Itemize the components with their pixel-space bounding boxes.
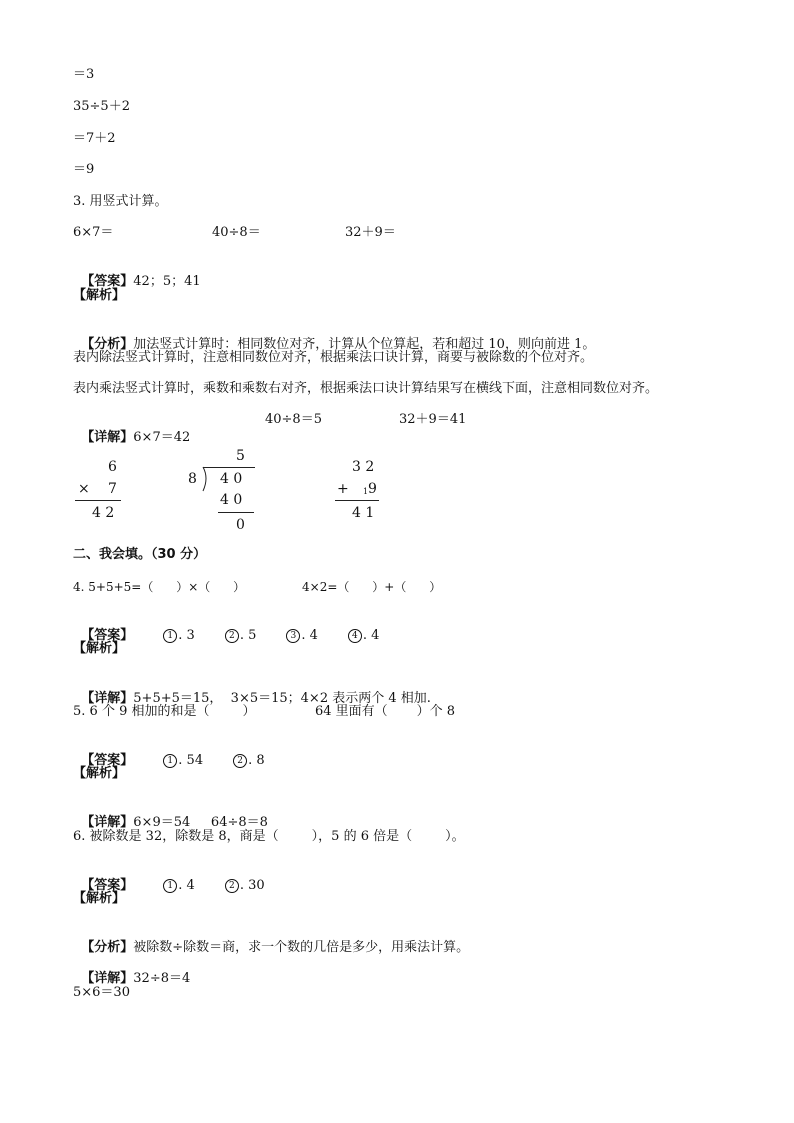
fenxi-text: 被除数÷除数＝商，求一个数的几倍是多少，用乘法计算。 — [133, 940, 470, 955]
detail-text: 6×7＝42 — [133, 430, 191, 445]
question-4-problem-1: 4. 5+5+5=（ ）×（ ） — [73, 580, 246, 594]
vertical-rule — [335, 500, 379, 501]
vertical-dividend: 4 0 — [220, 471, 243, 487]
circled-number: 1 — [163, 879, 177, 893]
circled-number: 4 — [348, 629, 362, 643]
calc-line: ＝7＋2 — [73, 131, 116, 146]
detail-tag: 【详解】 — [81, 430, 134, 445]
detail-text: 5×6＝30 — [73, 985, 130, 1000]
vertical-carry: 1 — [363, 487, 369, 496]
answer-item: 4 . 4 — [348, 628, 380, 643]
question-4-problem-2: 4×2=（ ）+（ ） — [302, 580, 442, 594]
question-6-problem: 6. 被除数是 32，除数是 8，商是（ ），5 的 6 倍是（ ）。 — [73, 829, 465, 844]
answer-item: 3 . 4 — [286, 628, 318, 643]
vertical-digit: 9 — [368, 481, 377, 497]
analysis-tag: 【解析】 — [73, 766, 126, 781]
detail-row — [73, 796, 268, 832]
vertical-result: 4 1 — [352, 505, 375, 521]
vertical-digit: 7 — [108, 481, 117, 497]
answer-tag: 【答案】 — [81, 628, 134, 643]
vertical-result: 4 2 — [92, 505, 115, 521]
circled-number: 2 — [233, 754, 247, 768]
vertical-subtrahend: 4 0 — [220, 492, 243, 508]
detail-text: 32÷8＝4 — [133, 971, 191, 986]
question-3-problem-3: 32＋9＝ — [345, 225, 396, 240]
calc-line: 35÷5＋2 — [73, 99, 130, 114]
calc-line: ＝3 — [73, 67, 95, 82]
vertical-digit: 6 — [108, 459, 117, 475]
answer-item: 1 . 3 — [163, 628, 195, 643]
detail-text: 6×9＝54 64÷8＝8 — [133, 815, 268, 830]
vertical-rule — [218, 512, 254, 513]
answer-item: 2 . 30 — [225, 878, 265, 893]
answer-tag: 【答案】 — [81, 274, 134, 289]
analysis-tag: 【解析】 — [73, 288, 126, 303]
fenxi-tag: 【分析】 — [81, 940, 134, 955]
answer-item: 1 . 54 — [163, 753, 203, 768]
circled-number: 2 — [225, 879, 239, 893]
answer-text: 42；5；41 — [133, 274, 201, 289]
circled-number: 1 — [163, 754, 177, 768]
detail-tag: 【详解】 — [81, 815, 134, 830]
detail-text: 32＋9＝41 — [399, 412, 467, 427]
question-3-problem-1: 6×7＝ — [73, 225, 114, 240]
vertical-quotient: 5 — [236, 448, 245, 464]
question-3-problem-2: 40÷8＝ — [212, 225, 261, 240]
section-title: 二、我会填。（30 分） — [73, 547, 207, 562]
detail-row — [73, 411, 190, 447]
circled-number: 3 — [286, 629, 300, 643]
vertical-operator: × — [78, 481, 90, 497]
question-5-problem-2: 64 里面有（ ）个 8 — [315, 704, 456, 719]
detail-text: 40÷8＝5 — [265, 412, 322, 427]
answer-row — [73, 255, 201, 291]
answer-item: 2 . 8 — [233, 753, 265, 768]
fenxi-text: 表内除法竖式计算时，注意相同数位对齐，根据乘法口诀计算，商要与被除数的个位对齐。 — [73, 350, 594, 365]
analysis-tag: 【解析】 — [73, 891, 126, 906]
question-3-title: 3. 用竖式计算。 — [73, 194, 168, 209]
fenxi-text: 加法竖式计算时：相同数位对齐，计算从个位算起，若和超过 10，则向前进 1。 — [133, 337, 596, 352]
answer-item: 1 . 4 — [163, 878, 195, 893]
vertical-operator: + — [337, 481, 349, 497]
calc-line: ＝9 — [73, 162, 95, 177]
question-5-problem-1: 5. 6 个 9 相加的和是（ ） — [73, 704, 256, 719]
detail-tag: 【详解】 — [81, 691, 134, 706]
vertical-remainder: 0 — [236, 517, 245, 533]
vertical-divisor: 8 — [188, 471, 197, 487]
answer-tag: 【答案】 — [81, 878, 134, 893]
answer-tag: 【答案】 — [81, 753, 134, 768]
division-bracket — [197, 466, 209, 492]
fenxi-tag: 【分析】 — [81, 337, 134, 352]
detail-text: 5+5+5＝15， 3×5＝15；4×2 表示两个 4 相加. — [133, 691, 431, 706]
detail-row — [73, 952, 190, 988]
vertical-rule — [203, 467, 255, 468]
detail-tag: 【详解】 — [81, 971, 134, 986]
vertical-rule — [75, 500, 121, 501]
circled-number: 1 — [163, 629, 177, 643]
fenxi-text: 表内乘法竖式计算时，乘数和乘数右对齐，根据乘法口诀计算结果写在横线下面，注意相同数位对齐。 — [73, 381, 659, 396]
answer-item: 2 . 5 — [225, 628, 257, 643]
vertical-digit: 3 2 — [352, 459, 375, 475]
circled-number: 2 — [225, 629, 239, 643]
analysis-tag: 【解析】 — [73, 641, 126, 656]
